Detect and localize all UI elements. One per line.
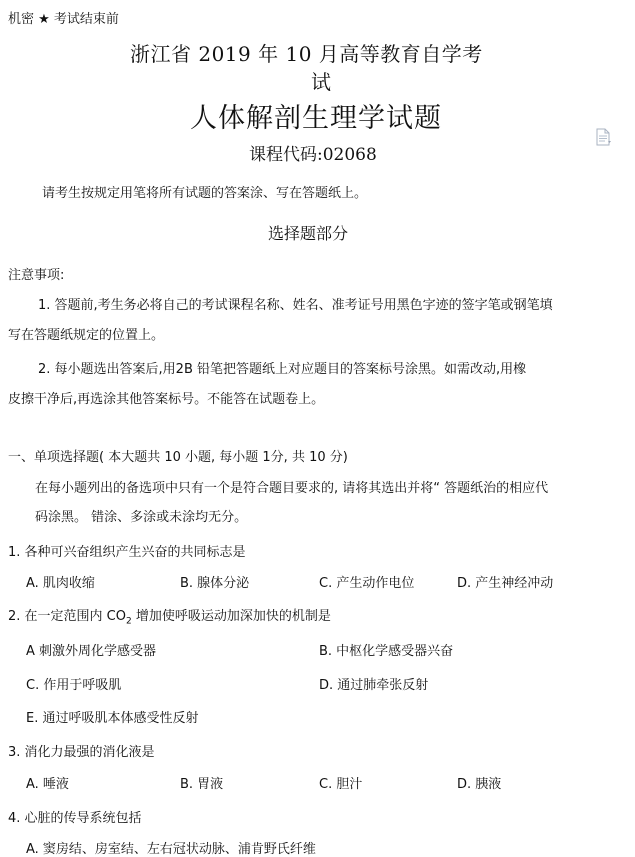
part1-heading: 一、单项选择题( 本大题共 10 小题, 每小题 1分, 共 10 分): [8, 450, 348, 465]
question-3-option-b: B. 胃液: [180, 777, 224, 792]
question-2-option-d: D. 通过肺牵张反射: [319, 678, 429, 693]
course-code: 课程代码:02068: [249, 145, 377, 165]
notice-item2-line1: 2. 每小题选出答案后,用2B 铅笔把答题纸上对应题目的答案标号涂黑。如需改动,用橡: [38, 362, 527, 377]
notice-item2-line2: 皮擦干净后,再选涂其他答案标号。不能答在试题卷上。: [8, 392, 325, 407]
question-1-option-b: B. 腺体分泌: [180, 576, 250, 591]
question-1-option-c: C. 产生动作电位: [319, 576, 415, 591]
exam-title-line2: 试: [311, 70, 331, 94]
question-2-stem-suffix: 增加使呼吸运动加深加快的机制是: [131, 609, 331, 624]
question-4-option-a: A. 窦房结、房室结、左右冠状动脉、浦肯野氏纤维: [26, 842, 316, 857]
question-2-stem-prefix: 2. 在一定范围内 CO: [8, 609, 126, 624]
paper-title: 人体解剖生理学试题: [190, 103, 442, 134]
question-3-stem: 3. 消化力最强的消化液是: [8, 745, 155, 760]
question-2-stem-subscript: 2: [125, 616, 132, 627]
notice-heading: 注意事项:: [8, 268, 65, 283]
question-2-stem: [8, 605, 331, 627]
intro-text: 请考生按规定用笔将所有试题的答案涂、写在答题纸上。: [42, 186, 368, 201]
question-3-option-d: D. 胰液: [457, 777, 502, 792]
question-1-option-d: D. 产生神经冲动: [457, 576, 554, 591]
question-1-stem: 1. 各种可兴奋组织产生兴奋的共同标志是: [8, 545, 246, 560]
part1-desc-line1: 在每小题列出的备选项中只有一个是符合题目要求的, 请将其选出并将“ 答题纸治的相应代: [35, 481, 549, 496]
notice-item1-line1: 1. 答题前,考生务必将自己的考试课程名称、姓名、准考证号用黑色字迹的签字笔或钢笔填: [38, 298, 553, 313]
question-3-option-a: A. 唾液: [26, 777, 69, 792]
question-2-option-c: C. 作用于呼吸肌: [26, 678, 122, 693]
question-1-option-a: A. 肌肉收缩: [26, 576, 95, 591]
document-icon: [594, 128, 612, 146]
exam-title-line1: 浙江省 2019 年 10 月高等教育自学考: [130, 42, 483, 66]
question-4-stem: 4. 心脏的传导系统包括: [8, 811, 142, 826]
question-2-option-b: B. 中枢化学感受器兴奋: [319, 644, 454, 659]
section-title: 选择题部分: [268, 224, 349, 243]
secrecy-label: 机密 ★ 考试结束前: [8, 12, 119, 27]
question-2-option-a: A 刺激外周化学感受器: [26, 644, 157, 659]
notice-item1-line2: 写在答题纸规定的位置上。: [8, 328, 165, 343]
question-3-option-c: C. 胆汁: [319, 777, 363, 792]
part1-desc-line2: 码涂黑。 错涂、多涂或未涂均无分。: [35, 510, 248, 525]
question-2-option-e: E. 通过呼吸肌本体感受性反射: [26, 711, 199, 726]
